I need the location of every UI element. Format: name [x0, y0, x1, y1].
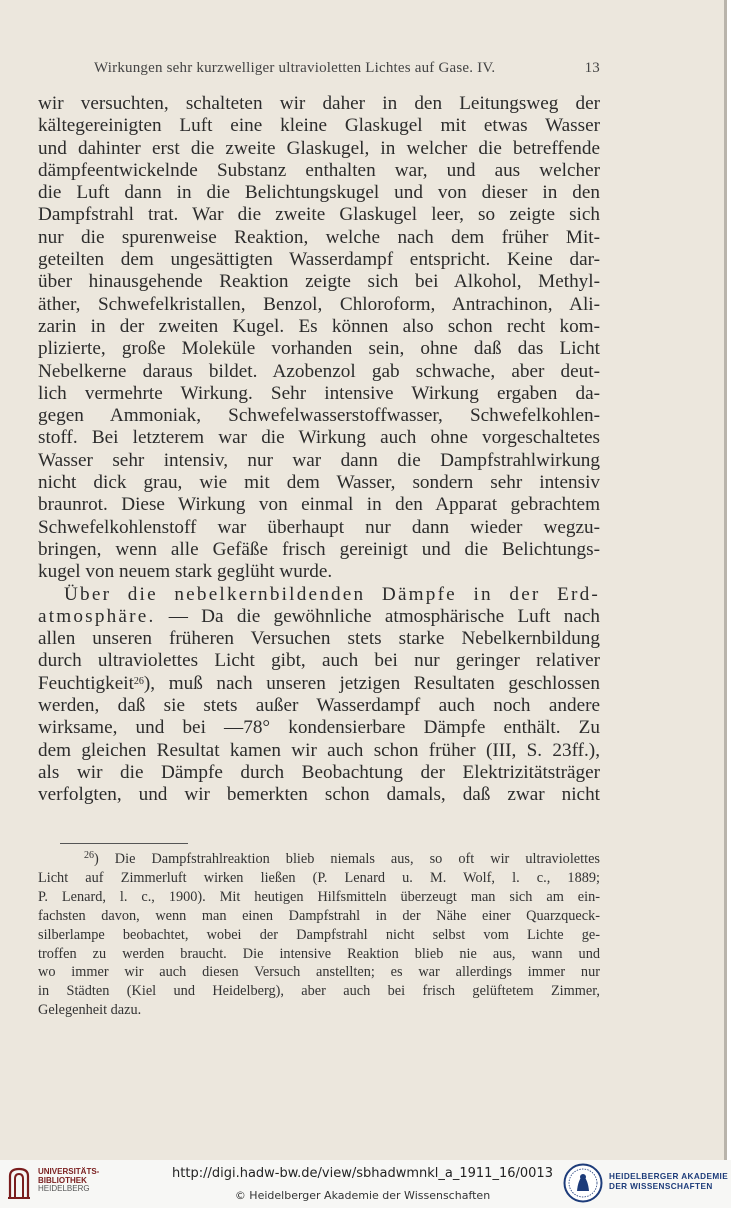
- text-line: lich vermehrte Wirkung. Sehr intensive Wirkung ergaben da-: [38, 382, 600, 404]
- text-line: wirksame, und bei —78° kondensierbare Dämpfe enthält. Zu: [38, 717, 600, 739]
- footnote: [38, 850, 600, 1020]
- footnote-line: [38, 850, 600, 869]
- body-text: [38, 93, 600, 807]
- footnote-divider: [60, 843, 188, 844]
- section-heading: Über die nebelkernbildenden Dämpfe in der Erd-: [64, 583, 600, 605]
- text-line: allen unseren früheren Versuchen stets starke Nebelkernbildung: [38, 628, 600, 650]
- footnote-line: silberlampe beobachtet, wobei der Dampfstrahl nicht selbst vom Lichte ge-: [38, 926, 600, 943]
- text-line: äther, Schwefelkristallen, Benzol, Chloroform, Antrachinon, Ali-: [38, 293, 600, 315]
- text-line: dämpfeentwickelnde Substanz enthalten war, und aus welcher: [38, 159, 600, 181]
- footnote-line: Gelegenheit dazu.: [38, 1002, 142, 1019]
- library-city: HEIDELBERG: [38, 1184, 90, 1194]
- text-line: dem gleichen Resultat kamen wir auch schon früher (III, S. 23ff.),: [38, 739, 600, 761]
- text-line: geteilten dem ungesättigten Wasserdampf entspricht. Keine dar-: [38, 249, 600, 271]
- text-line: als wir die Dämpfe durch Beobachtung der Elektrizitätsträger: [38, 761, 600, 783]
- text-line: die Luft dann in die Belichtungskugel und von dieser in den: [38, 182, 600, 204]
- footnote-number: 26: [84, 850, 94, 861]
- text-line: wir versuchten, schalteten wir daher in den Leitungsweg der: [38, 93, 600, 114]
- text-line: bringen, wenn alle Gefäße frisch gereinigt und die Belichtungs-: [38, 538, 600, 560]
- text-line: kältegereinigten Luft eine kleine Glaskugel mit etwas Wasser: [38, 115, 600, 137]
- section-heading-end: atmosphäre.: [38, 605, 156, 627]
- text-line: über hinausgehende Reaktion zeigte sich bei Alkohol, Methyl-: [38, 271, 600, 293]
- text-line: kugel von neuem stark geglüht wurde.: [38, 561, 333, 583]
- text-line: nicht dick grau, wie mit dem Wasser, sondern sehr intensiv: [38, 472, 600, 494]
- text-line: Schwefelkohlenstoff war überhaupt nur dann wieder wegzu-: [38, 516, 600, 538]
- text-line: Wasser sehr intensiv, nur war dann die Dampfstrahlwirkung: [38, 449, 600, 471]
- text-segment: ) Die Dampfstrahlreaktion blieb niemals aus, so oft wir ultraviolettes: [94, 851, 600, 867]
- footnote-line: in Städten (Kiel und Heidelberg), aber auch bei frisch gelüftetem Zimmer,: [38, 983, 600, 1000]
- text-segment: ), muß nach unseren jetzigen Resultaten geschlossen: [143, 672, 600, 694]
- footnote-line: Licht auf Zimmerluft wirken ließen (P. Lenard u. M. Wolf, l. c., 1889;: [38, 869, 600, 886]
- text-line: braunrot. Diese Wirkung von einmal in den Apparat gebrachtem: [38, 494, 600, 516]
- text-segment: — Da die gewöhnliche atmosphärische Luft nach: [155, 605, 600, 627]
- academy-name-line: DER WISSENSCHAFTEN: [609, 1182, 713, 1191]
- running-title: Wirkungen sehr kurzwelliger ultravioletten Lichtes auf Gase. IV.: [94, 60, 496, 76]
- text-line: nur die spurenweise Reaktion, welche nach dem früher Mit-: [38, 226, 600, 248]
- academy-name-line: HEIDELBERGER AKADEMIE: [609, 1172, 729, 1181]
- footnote-line: fachsten davon, wenn man einen Dampfstrahl in der Nähe einer Quarzqueck-: [38, 907, 600, 924]
- text-line: Nebelkerne daraus bildet. Azobenzol gab schwache, aber deut-: [38, 360, 600, 382]
- permalink-url[interactable]: http://digi.hadw-bw.de/view/sbhadwmnkl_a_1911_16/0013: [172, 1166, 553, 1181]
- library-name-line: UNIVERSITÄTS-: [38, 1167, 100, 1176]
- copyright-notice: © Heidelberger Akademie der Wissenschaften: [234, 1189, 491, 1202]
- text-line: Dampfstrahl trat. War die zweite Glaskugel leer, so zeigte sich: [38, 204, 600, 226]
- text-line: zarin in der zweiten Kugel. Es können also schon recht kom-: [38, 315, 600, 337]
- page-number: 13: [584, 60, 600, 76]
- text-line-with-footnote-ref: [38, 673, 600, 695]
- footnote-line: troffen zu werden braucht. Die intensive Reaktion blieb nie aus, wann und: [38, 945, 600, 962]
- text-line: und dahinter erst die zweite Glaskugel, in welcher die betreffende: [38, 137, 600, 159]
- library-name-line: BIBLIOTHEK: [38, 1175, 87, 1185]
- text-line: gegen Ammoniak, Schwefelwasserstoffwasser, Schwefelkohlen-: [38, 405, 600, 427]
- university-library-logo-icon: [6, 1166, 32, 1200]
- footnote-line: P. Lenard, l. c., 1900). Mit heutigen Hilfsmitteln überzeugt man sich am ein-: [38, 888, 600, 905]
- university-library-name: [38, 1168, 99, 1194]
- text-segment: Feuchtigkeit: [38, 672, 134, 694]
- text-line: plizierte, große Moleküle vorhanden sein, ohne daß das Licht: [38, 338, 600, 360]
- text-line: stoff. Bei letzterem war die Wirkung auch ohne vorgeschaltetes: [38, 427, 600, 449]
- text-line: verfolgten, und wir bemerkten schon damals, daß zwar nicht: [38, 784, 600, 806]
- section-heading-continued: [38, 606, 600, 628]
- text-line: durch ultraviolettes Licht gibt, auch bei nur geringer relativer: [38, 650, 600, 672]
- footnote-line: wo immer wir auch diesen Versuch anstellten; es war allerdings immer nur: [38, 964, 600, 981]
- academy-seal-icon: [563, 1163, 603, 1203]
- text-line: werden, daß sie stets außer Wasserdampf auch noch andere: [38, 695, 600, 717]
- academy-name: [609, 1172, 728, 1192]
- footnote-reference: 26: [133, 675, 144, 687]
